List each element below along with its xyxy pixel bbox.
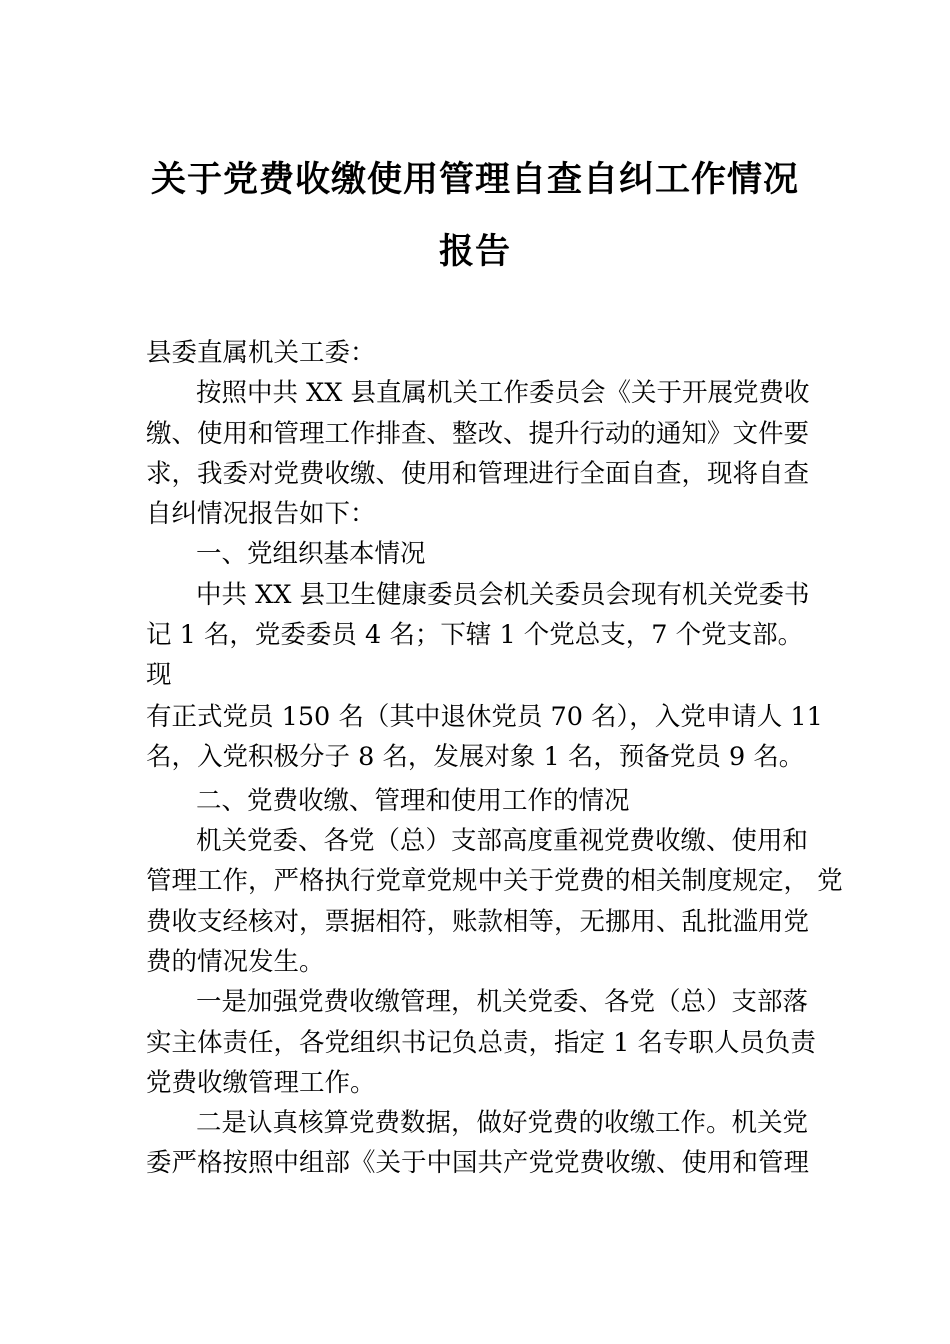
body-line: 费收支经核对，票据相符，账款相等，无挪用、乱批滥用党 bbox=[146, 907, 810, 937]
section-heading: 二、党费收缴、管理和使用工作的情况 bbox=[196, 786, 630, 816]
document-title-line-2: 报告 bbox=[438, 231, 511, 272]
body-line: 求，我委对党费收缴、使用和管理进行全面自查，现将自查 bbox=[146, 459, 810, 489]
recipient-line: 县委直属机关工委： bbox=[146, 338, 376, 368]
section-heading: 一、党组织基本情况 bbox=[196, 539, 426, 569]
body-line: 现 bbox=[146, 660, 172, 690]
body-line: 自纠情况报告如下： bbox=[146, 499, 376, 529]
body-line: 缴、使用和管理工作排查、整改、提升行动的通知》文件要 bbox=[146, 419, 810, 449]
body-line: 党费收缴管理工作。 bbox=[146, 1068, 376, 1098]
body-line: 委严格按照中组部《关于中国共产党党费收缴、使用和管理 bbox=[146, 1148, 810, 1178]
body-line: 名，入党积极分子 8 名，发展对象 1 名，预备党员 9 名。 bbox=[146, 742, 805, 772]
body-line: 管理工作，严格执行党章党规中关于党费的相关制度规定， 党 bbox=[146, 866, 843, 896]
body-line: 机关党委、各党（总）支部高度重视党费收缴、使用和 bbox=[196, 826, 809, 856]
body-line: 实主体责任，各党组织书记负总责，指定 1 名专职人员负责 bbox=[146, 1028, 816, 1058]
body-line: 记 1 名，党委委员 4 名；下辖 1 个党总支，7 个党支部。 bbox=[146, 620, 804, 650]
document-title-line-1: 关于党费收缴使用管理自查自纠工作情况 bbox=[150, 159, 799, 200]
body-line: 费的情况发生。 bbox=[146, 947, 325, 977]
body-line: 按照中共 XX 县直属机关工作委员会《关于开展党费收 bbox=[196, 378, 810, 408]
body-line: 有正式党员 150 名（其中退休党员 70 名），入党申请人 11 bbox=[146, 702, 823, 732]
body-line: 二是认真核算党费数据，做好党费的收缴工作。机关党 bbox=[196, 1108, 809, 1138]
body-line: 中共 XX 县卫生健康委员会机关委员会现有机关党委书 bbox=[196, 580, 810, 610]
body-line: 一是加强党费收缴管理，机关党委、各党（总）支部落 bbox=[196, 987, 809, 1017]
